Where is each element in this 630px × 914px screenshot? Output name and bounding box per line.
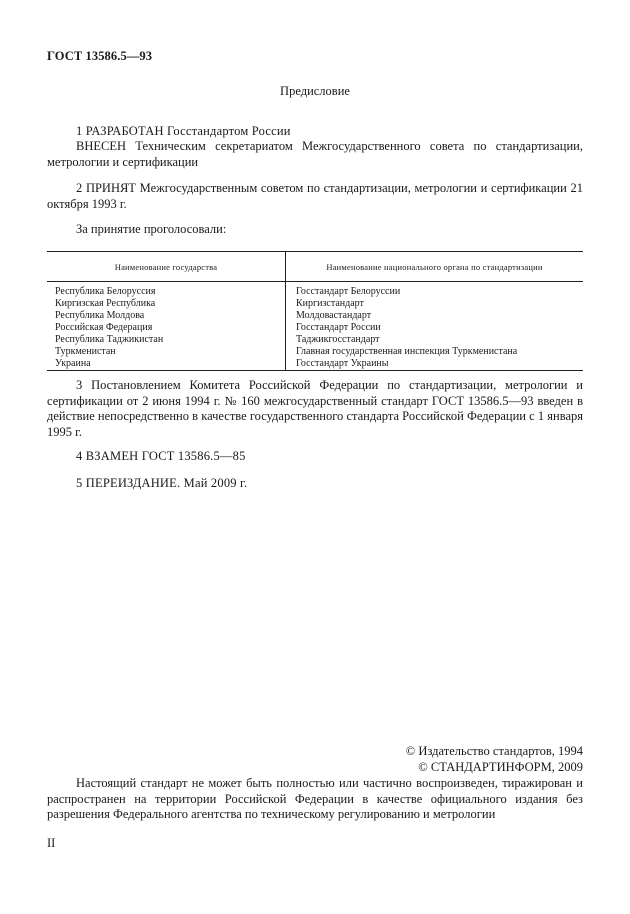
- table-cell-body: Госстандарт Украины: [296, 358, 389, 369]
- table-cell-body: Киргизстандарт: [296, 298, 364, 309]
- section-title: Предисловие: [280, 84, 350, 98]
- state-names-cell: [47, 282, 286, 371]
- voting-table: [47, 251, 583, 371]
- table-cell-state: Украина: [55, 358, 91, 369]
- table-cell-body: Госстандарт России: [296, 322, 381, 333]
- table-cell-body: Главная государственная инспекция Туркменистана: [296, 346, 518, 357]
- table-cell-state: Республика Таджикистан: [55, 334, 164, 345]
- table-header-row: [47, 252, 583, 282]
- table-cell-state: Киргизская Республика: [55, 298, 156, 309]
- table-header-body: Наименование национального органа по стандартизации: [286, 252, 584, 282]
- paragraph-adopted: 2 ПРИНЯТ Межгосударственным советом по стандартизации, метрологии и сертификации 21 октября 1993 г.: [47, 181, 583, 211]
- paragraph-voted: За принятие проголосовали:: [76, 222, 227, 236]
- table-cell-body: Госстандарт Белоруссии: [296, 286, 401, 297]
- table-cell-state: Республика Белоруссия: [55, 286, 156, 297]
- body-names-cell: [286, 282, 584, 371]
- table-cell-state: Российская Федерация: [55, 322, 153, 333]
- table-row: [47, 282, 583, 371]
- table-cell-state: Республика Молдова: [55, 310, 145, 321]
- copyright-publisher: © Издательство стандартов, 1994: [405, 744, 583, 758]
- paragraph-reissue: 5 ПЕРЕИЗДАНИЕ. Май 2009 г.: [76, 476, 248, 490]
- paragraph-replaces: 4 ВЗАМЕН ГОСТ 13586.5—85: [76, 449, 246, 463]
- page-number: II: [47, 836, 56, 850]
- reproduction-notice: Настоящий стандарт не может быть полностью или частично воспроизведен, тиражирован и распространен на территории Российской Федерации в качестве официального издания без разрешения Федерального агентства по техническому регулированию и метрологии: [47, 776, 583, 821]
- table-header-state: Наименование государства: [47, 252, 286, 282]
- paragraph-decree: 3 Постановлением Комитета Российской Федерации по стандартизации, метрологии и сертификации от 2 июня 1994 г. № 160 межгосударственный стандарт ГОСТ 13586.5—93 введен в действие непосредственно в качестве государственного стандарта Российской Федерации с 1 января 1995 г.: [47, 378, 583, 439]
- copyright-standartinform: © СТАНДАРТИНФОРМ, 2009: [418, 760, 583, 774]
- table-cell-body: Молдовастандарт: [296, 310, 372, 321]
- paragraph-introduced: ВНЕСЕН Техническим секретариатом Межгосударственного совета по стандартизации, метрологии и сертификации: [47, 139, 583, 169]
- table-cell-body: Таджикгосстандарт: [296, 334, 380, 345]
- paragraph-developed: 1 РАЗРАБОТАН Госстандартом России: [76, 124, 291, 138]
- document-code: ГОСТ 13586.5—93: [47, 49, 153, 63]
- table-cell-state: Туркменистан: [55, 346, 116, 357]
